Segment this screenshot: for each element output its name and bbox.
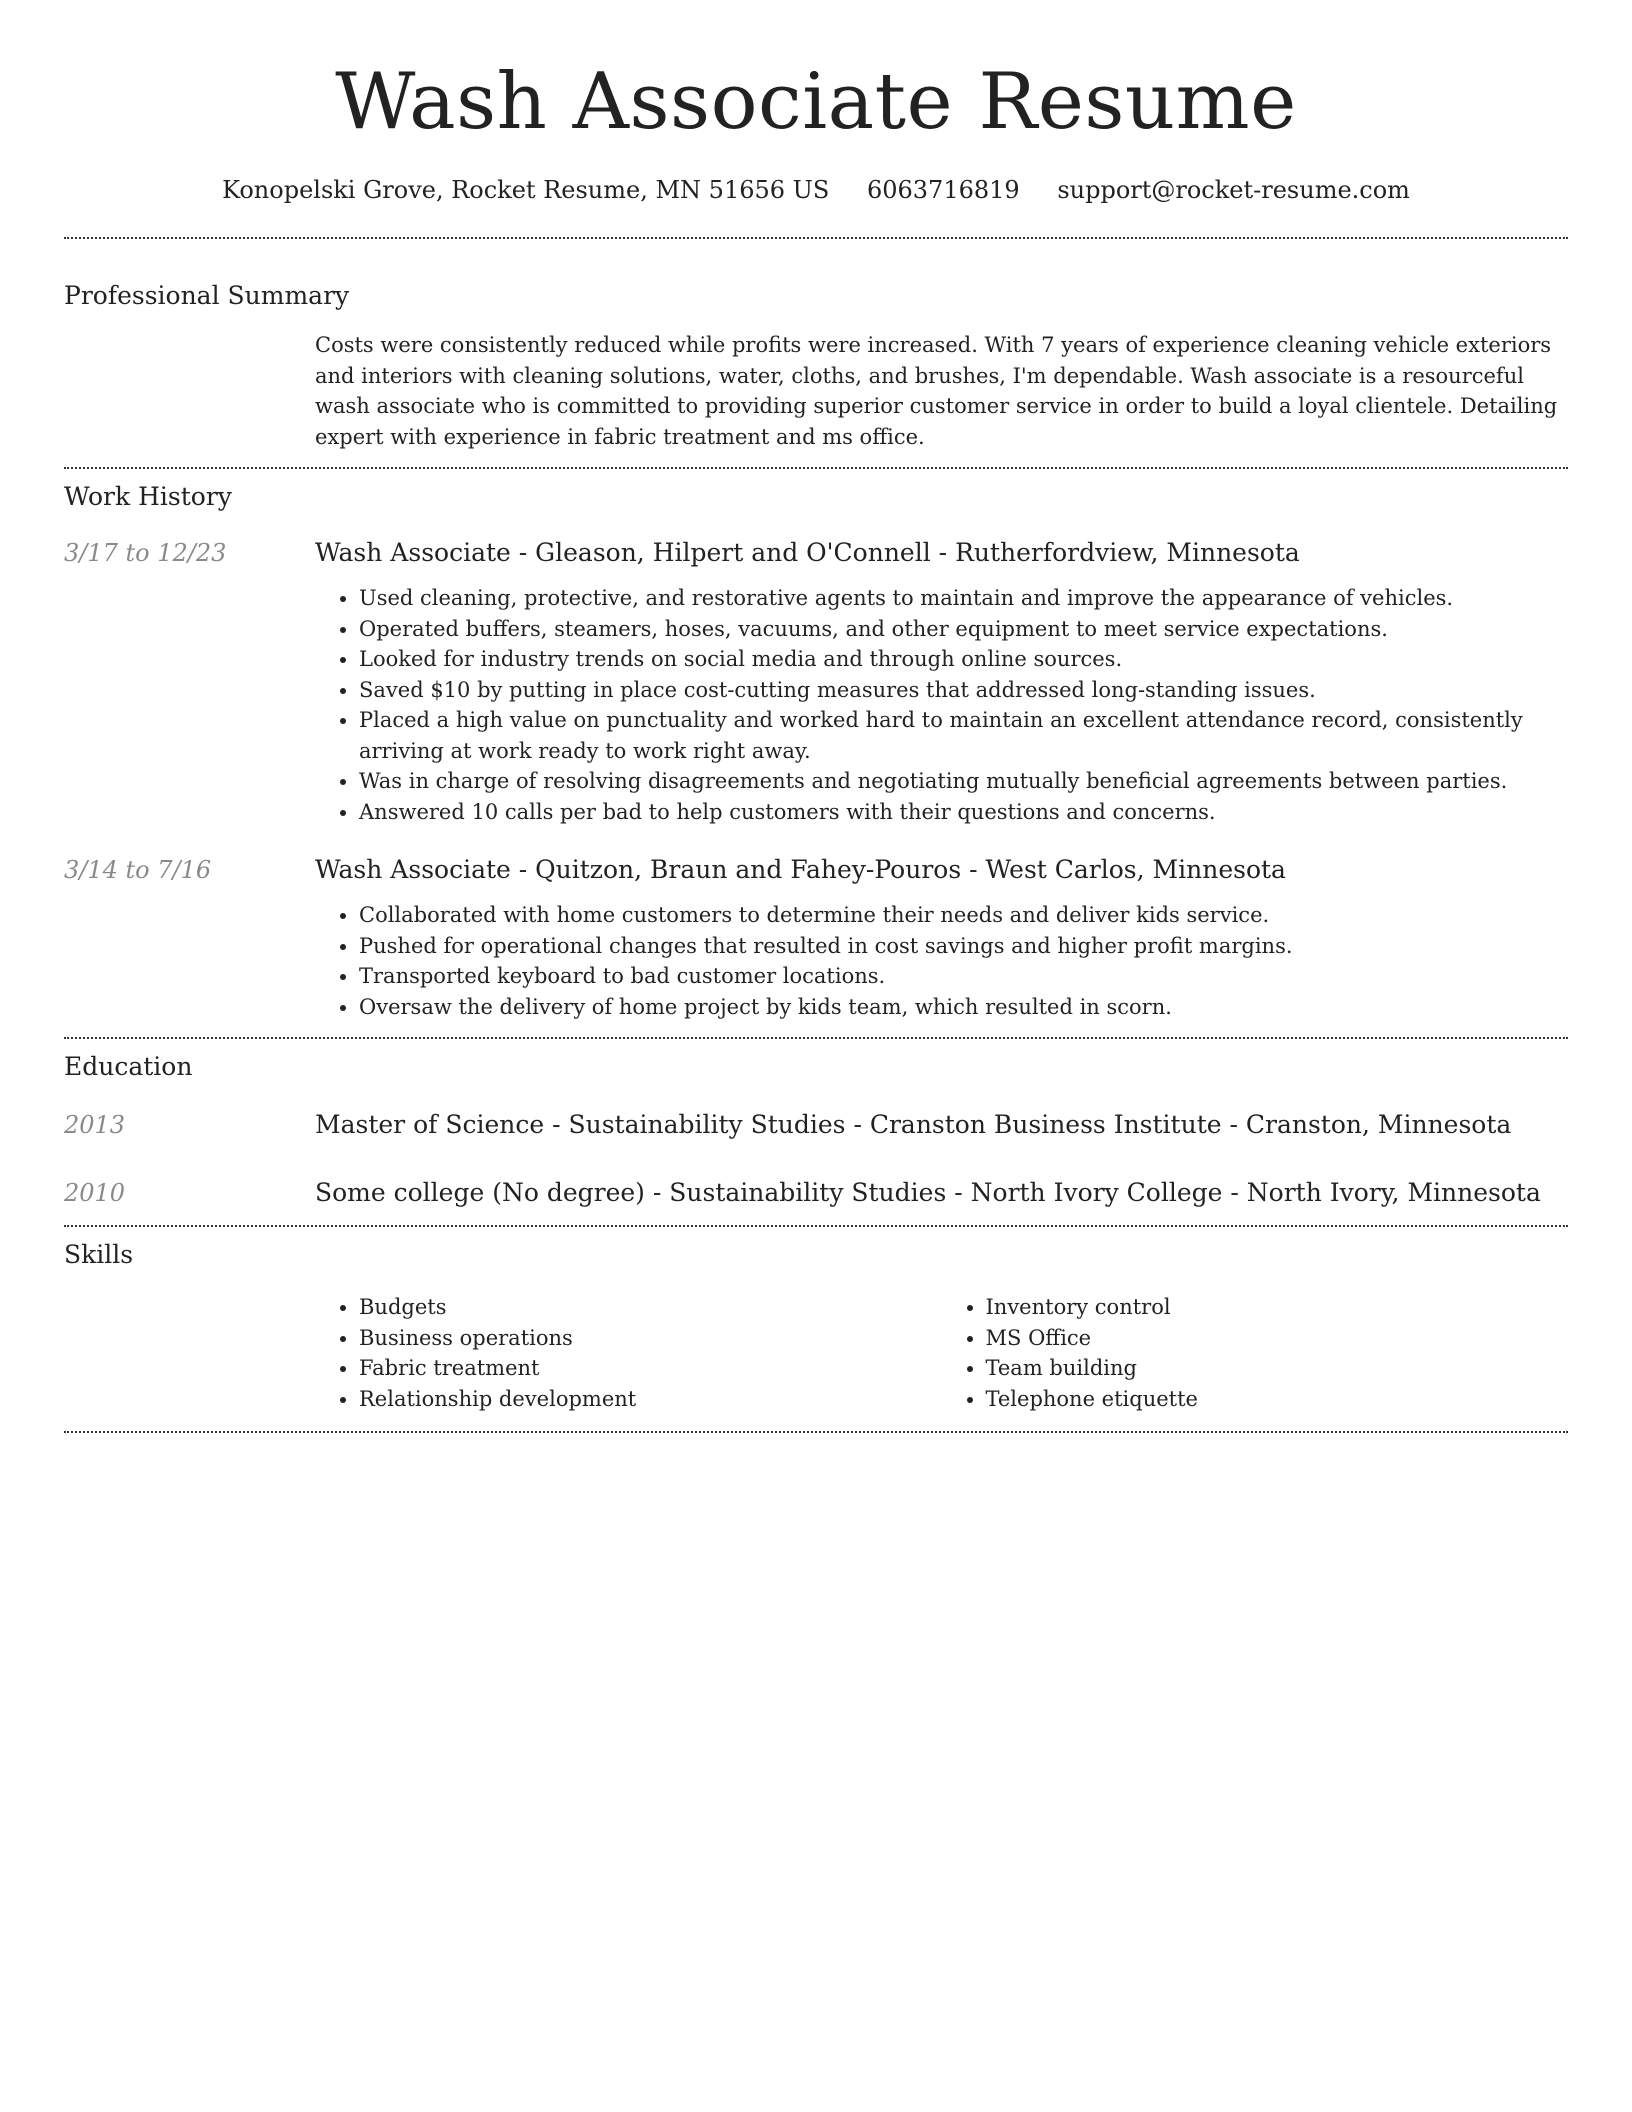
- skills-column-2: [942, 1292, 1569, 1414]
- skill-item: • MS Office: [986, 1323, 1569, 1354]
- list-item: • Was in charge of resolving disagreements and negotiating mutually beneficial agreements between parties.: [359, 766, 1568, 797]
- education-details: [315, 1108, 1568, 1142]
- skill-item: • Telephone etiquette: [986, 1384, 1569, 1415]
- resume-title: Wash Associate Resume: [335, 57, 1297, 147]
- education-degree: Master of Science - Sustainability Studies: [315, 1110, 846, 1139]
- job-entry: [64, 536, 1568, 827]
- skills-left-spacer: [64, 1292, 315, 1414]
- job-details: [315, 536, 1568, 827]
- skills-column-1: [315, 1292, 942, 1414]
- skills-heading: Skills: [64, 1240, 134, 1269]
- list-item: • Collaborated with home customers to determine their needs and deliver kids service.: [359, 900, 1568, 931]
- list-item: • Operated buffers, steamers, hoses, vacuums, and other equipment to meet service expectations.: [359, 614, 1568, 645]
- skill-item: • Budgets: [359, 1292, 942, 1323]
- section-divider: [64, 1225, 1568, 1227]
- list-item: • Used cleaning, protective, and restorative agents to maintain and improve the appearance of vehicles.: [359, 583, 1568, 614]
- list-item: • Pushed for operational changes that resulted in cost savings and higher profit margins.: [359, 931, 1568, 962]
- summary-row: [64, 330, 1568, 452]
- education-heading: Education: [64, 1052, 193, 1081]
- education-school: - North Ivory College - North Ivory, Minnesota: [946, 1178, 1541, 1207]
- contact-email: support@rocket-resume.com: [1057, 176, 1410, 204]
- skill-item: • Fabric treatment: [359, 1353, 942, 1384]
- list-item: • Transported keyboard to bad customer locations.: [359, 961, 1568, 992]
- skills-columns: [315, 1292, 1568, 1414]
- job-bullets: [315, 583, 1568, 827]
- skill-item: • Relationship development: [359, 1384, 942, 1415]
- list-item: • Oversaw the delivery of home project by kids team, which resulted in scorn.: [359, 992, 1568, 1023]
- skill-item: • Team building: [986, 1353, 1569, 1384]
- section-divider: [64, 237, 1568, 239]
- section-divider: [64, 1431, 1568, 1433]
- section-divider: [64, 1037, 1568, 1039]
- education-school: - Cranston Business Institute - Cranston, Minnesota: [845, 1110, 1512, 1139]
- work-history-heading: Work History: [64, 482, 232, 511]
- education-year: 2010: [64, 1179, 126, 1207]
- job-title: Wash Associate - Gleason, Hilpert and O'Connell - Rutherfordview, Minnesota: [315, 538, 1300, 567]
- summary-left-spacer: [64, 330, 315, 452]
- list-item: • Looked for industry trends on social media and through online sources.: [359, 644, 1568, 675]
- list-item: • Placed a high value on punctuality and worked hard to maintain an excellent attendance record, consistently arriving at work ready to work right away.: [359, 705, 1568, 766]
- education-entry: [64, 1108, 1568, 1142]
- job-dates: 3/17 to 12/23: [64, 539, 227, 567]
- summary-text: Costs were consistently reduced while profits were increased. With 7 years of experience cleaning vehicle exteriors and interiors with cleaning solutions, water, cloths, and brushes, I'm dependable. Wash associate is a resourceful wash associate who is committed to providing superior customer service in order to build a loyal clientele. Detailing expert with experience in fabric treatment and ms office.: [315, 333, 1558, 449]
- list-item: • Saved $10 by putting in place cost-cutting measures that addressed long-standing issues.: [359, 675, 1568, 706]
- section-divider: [64, 467, 1568, 469]
- education-year: 2013: [64, 1111, 126, 1139]
- job-bullets: [315, 900, 1568, 1022]
- education-degree: Some college (No degree) - Sustainability Studies: [315, 1178, 947, 1207]
- job-entry: [64, 853, 1568, 1022]
- contact-address: Konopelski Grove, Rocket Resume, MN 51656 US: [222, 176, 830, 204]
- contact-line: [64, 174, 1568, 206]
- job-title: Wash Associate - Quitzon, Braun and Fahey-Pouros - West Carlos, Minnesota: [315, 855, 1286, 884]
- contact-phone: 6063716819: [866, 176, 1020, 204]
- skills-row: [64, 1292, 1568, 1414]
- education-details: [315, 1176, 1568, 1210]
- education-entry: [64, 1176, 1568, 1210]
- job-details: [315, 853, 1568, 1022]
- skill-item: • Inventory control: [986, 1292, 1569, 1323]
- skill-item: • Business operations: [359, 1323, 942, 1354]
- summary-heading: Professional Summary: [64, 281, 350, 310]
- list-item: • Answered 10 calls per bad to help customers with their questions and concerns.: [359, 797, 1568, 828]
- job-dates: 3/14 to 7/16: [64, 856, 212, 884]
